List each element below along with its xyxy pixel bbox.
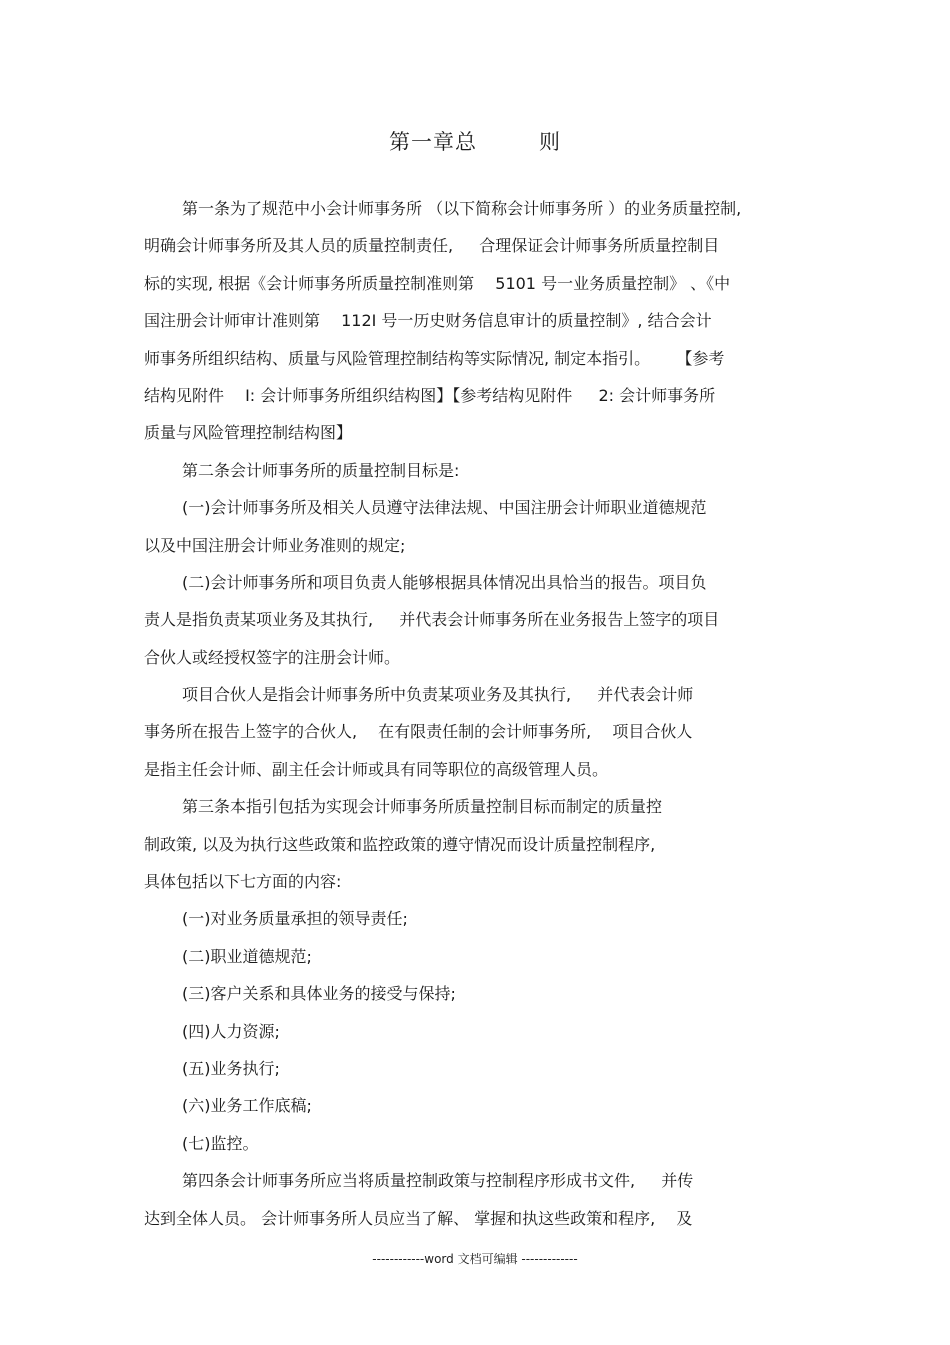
text-line: (一)会计师事务所及相关人员遵守法律法规、中国注册会计师职业道德规范 — [182, 498, 707, 518]
text-line: 合伙人或经授权签字的注册会计师。 — [144, 647, 401, 667]
text-line: 第一条为了规范中小会计师事务所 （以下简称会计师事务所 ）的业务质量控制, — [182, 199, 742, 218]
text-line: (一)对业务质量承担的领导责任; — [182, 909, 408, 929]
page-footer: ------------word 文档可编辑 ------------- — [372, 1252, 578, 1266]
text-line: 标的实现, 根据《会计师事务所质量控制准则第 5101 号一业务质量控制》 、《中 — [144, 273, 731, 293]
document-body — [144, 190, 816, 1237]
text-line: 师事务所组织结构、质量与风险管理控制结构等实际情况, 制定本指引。 【参考 — [144, 348, 725, 368]
text-line: 是指主任会计师、副主任会计师或具有同等职位的高级管理人员。 — [144, 759, 609, 779]
text-line: 第三条本指引包括为实现会计师事务所质量控制目标而制定的质量控 — [182, 797, 663, 817]
text-line: 结构见附件 I: 会计师事务所组织结构图】【参考结构见附件 2: 会计师事务所 — [144, 385, 716, 405]
text-line: 国注册会计师审计准则第 112I 号一历史财务信息审计的质量控制》, 结合会计 — [144, 311, 712, 331]
text-line: 质量与风险管理控制结构图】 — [144, 423, 353, 443]
text-line: (三)客户关系和具体业务的接受与保持; — [182, 984, 456, 1004]
text-line: 具体包括以下七方面的内容: — [144, 872, 342, 892]
text-line: (五)业务执行; — [182, 1058, 280, 1078]
text-line: 项目合伙人是指会计师事务所中负责某项业务及其执行, 并代表会计师 — [182, 685, 694, 705]
chapter-title — [0, 126, 950, 156]
chapter-title-part2: 则 — [539, 130, 561, 154]
text-line: (二)职业道德规范; — [182, 946, 312, 966]
text-line: 制政策, 以及为执行这些政策和监控政策的遵守情况而设计质量控制程序, — [144, 834, 656, 854]
text-line: 第二条会计师事务所的质量控制目标是: — [182, 460, 460, 480]
text-line: (七)监控。 — [182, 1133, 259, 1153]
text-line: (六)业务工作底稿; — [182, 1096, 312, 1116]
text-line: (四)人力资源; — [182, 1021, 280, 1041]
chapter-title-part1: 第一章总 — [389, 130, 477, 154]
text-line: 以及中国注册会计师业务准则的规定; — [144, 535, 406, 555]
text-line: 明确会计师事务所及其人员的质量控制责任, 合理保证会计师事务所质量控制目 — [144, 236, 720, 256]
text-line: 第四条会计师事务所应当将质量控制政策与控制程序形成书文件, 并传 — [182, 1171, 694, 1191]
text-line: 达到全体人员。 会计师事务所人员应当了解、 掌握和执这些政策和程序, 及 — [144, 1208, 693, 1228]
text-line: 责人是指负责某项业务及其执行, 并代表会计师事务所在业务报告上签字的项目 — [144, 610, 720, 630]
text-line: 事务所在报告上签字的合伙人, 在有限责任制的会计师事务所, 项目合伙人 — [144, 722, 693, 742]
text-line: (二)会计师事务所和项目负责人能够根据具体情况出具恰当的报告。项目负 — [182, 572, 707, 592]
